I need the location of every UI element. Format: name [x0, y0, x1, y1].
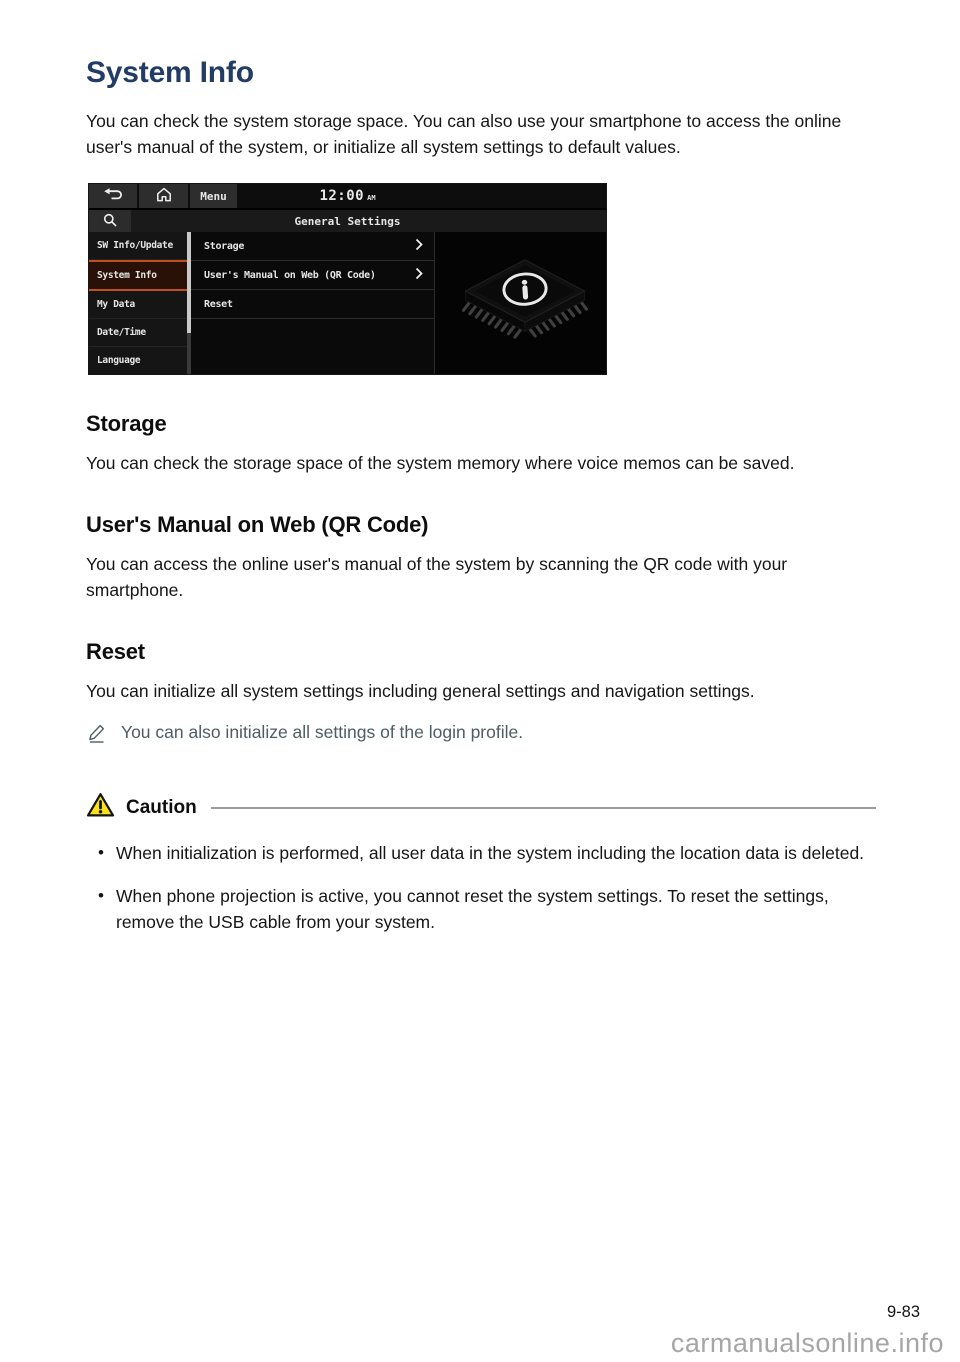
section-heading-reset: Reset — [86, 639, 145, 664]
back-button[interactable] — [89, 184, 137, 208]
menu-row-users-manual[interactable] — [191, 261, 434, 290]
menu-row-label: Reset — [204, 298, 233, 310]
note-text: You can also initialize all settings of the login profile. — [121, 722, 524, 742]
settings-sidebar — [89, 232, 187, 374]
system-info-menu — [191, 232, 435, 374]
back-arrow-icon — [102, 187, 125, 206]
sidebar-item-my-data[interactable]: My Data — [89, 291, 187, 319]
screen-top-bar — [89, 184, 606, 208]
chevron-right-icon — [415, 267, 423, 283]
search-icon — [103, 212, 117, 231]
caution-header — [86, 792, 876, 823]
home-button[interactable] — [139, 184, 188, 208]
menu-button[interactable]: Menu — [190, 184, 237, 208]
section-body-reset: You can initialize all system settings including general settings and navigation settings. — [86, 681, 755, 701]
caution-title: Caution — [126, 796, 197, 818]
sidebar-scrollbar[interactable] — [187, 232, 191, 374]
menu-row-reset[interactable] — [191, 290, 434, 319]
infotainment-screenshot — [88, 183, 607, 375]
page-title: System Info — [86, 56, 254, 89]
chip-info-icon — [447, 242, 603, 366]
caution-bullet: • When phone projection is active, you cannot reset the system settings. To reset the settings, remove the USB cable from your system. — [86, 883, 876, 935]
page-number: 9-83 — [886, 1303, 920, 1321]
note-pencil-icon — [86, 720, 108, 750]
screen-title: General Settings — [294, 214, 401, 228]
sidebar-item-language[interactable]: Language — [97, 355, 141, 366]
system-info-illustration — [435, 232, 606, 374]
watermark: carmanualsonline.info — [670, 1328, 944, 1358]
caution-rule — [211, 807, 876, 809]
search-button[interactable] — [89, 210, 131, 232]
sidebar-item-system-info[interactable]: System Info — [89, 260, 187, 291]
section-heading-storage: Storage — [86, 411, 167, 436]
sidebar-item-date-time[interactable]: Date/Time — [89, 319, 187, 347]
menu-row-label: User's Manual on Web (QR Code) — [204, 269, 376, 281]
home-icon — [156, 187, 172, 206]
menu-row-storage[interactable] — [191, 232, 434, 261]
chevron-right-icon — [415, 238, 423, 254]
section-body-users-manual: You can access the online user's manual of the system by scanning the QR code with your smartphone. — [86, 554, 788, 600]
sidebar-scrollbar-thumb[interactable] — [187, 232, 191, 333]
screen-header-bar — [89, 210, 606, 232]
clock-ampm: AM — [367, 194, 376, 202]
reset-note — [86, 720, 876, 750]
screen-body — [89, 232, 606, 374]
section-body-storage: You can check the storage space of the system memory where voice memos can be saved. — [86, 453, 795, 473]
sidebar-item-sw-info-update[interactable]: SW Info/Update — [89, 232, 187, 260]
caution-bullet: • When initialization is performed, all user data in the system including the location data is deleted. — [86, 840, 876, 866]
menu-row-label: Storage — [204, 240, 245, 252]
caution-section — [86, 792, 876, 935]
intro-paragraph: You can check the system storage space. You can also use your smartphone to access the online user's manual of the system, or initialize all system settings to default values. — [86, 111, 842, 157]
caution-triangle-icon — [86, 792, 115, 823]
section-heading-users-manual: User's Manual on Web (QR Code) — [86, 512, 429, 537]
clock-time: 12:00 — [319, 188, 365, 204]
